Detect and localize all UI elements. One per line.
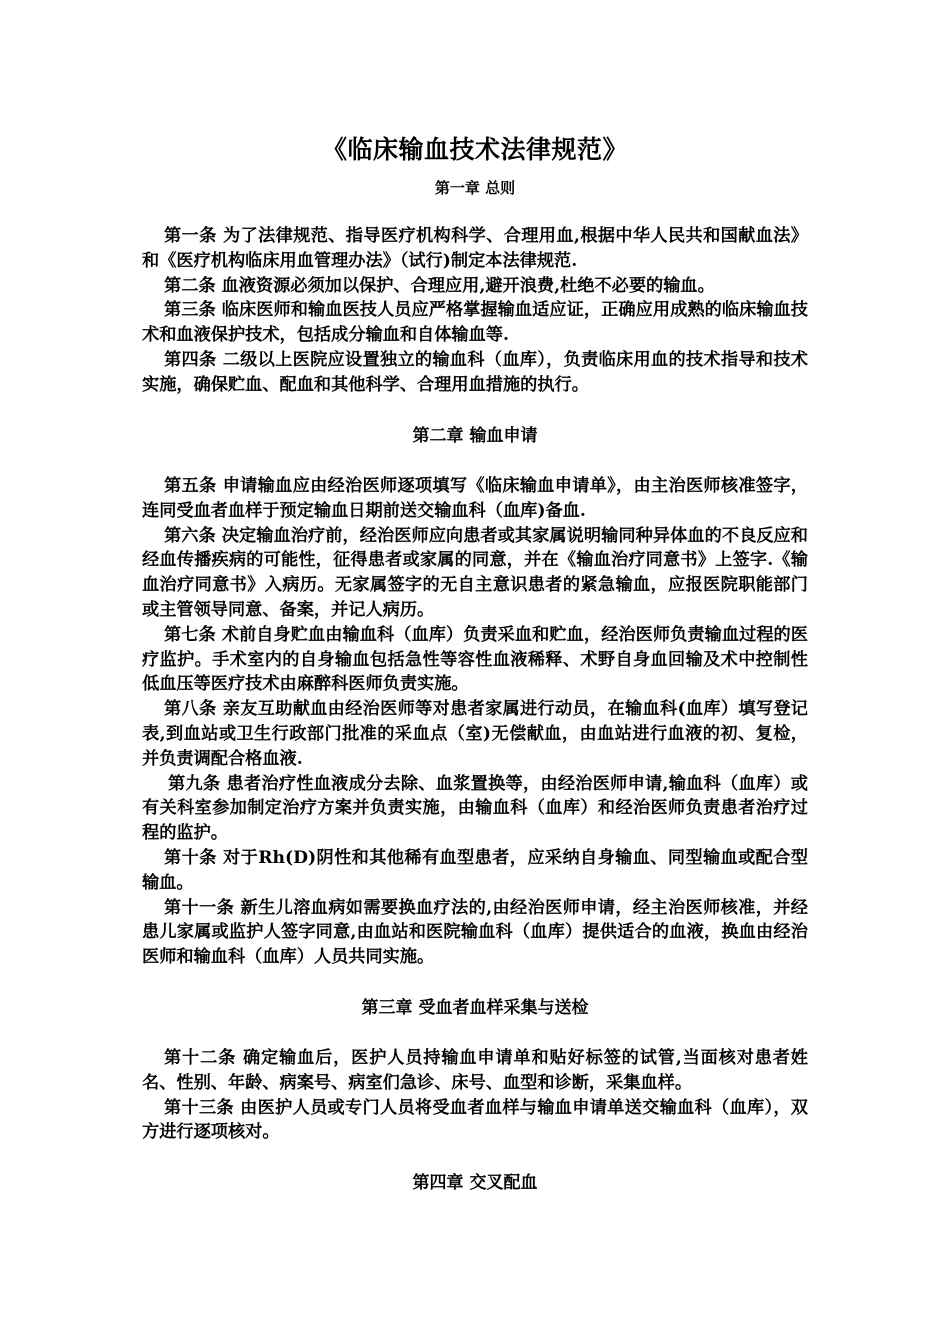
article-4: 第四条 二级以上医院应设置独立的输血科（血库），负责临床用血的技术指导和技术实施，确保贮血、配血和其他科学、合理用血措施的执行。 [142,349,808,395]
article-8: 第八条 亲友互助献血由经治医师等对患者家属进行动员，在输血科(血库）填写登记表,到血站或卫生行政部门批准的采血点（室)无偿献血，由血站进行血液的初、复检，并负责调配合格血液. [142,699,808,769]
article-12: 第十二条 确定输血后，医护人员持输血申请单和贴好标签的试管,当面核对患者姓名、性别、年龄、病案号、病室们急诊、床号、血型和诊断，采集血样。 [142,1048,808,1093]
chapter-1-body [142,224,808,398]
article-1: 第一条 为了法律规范、指导医疗机构科学、合理用血,根据中华人民共和国献血法》和《医疗机构临床用血管理办法》（试行)制定本法律规范. [142,226,808,271]
chapter-2-heading: 第二章 输血申请 [412,426,538,446]
chapter-2-body [142,474,808,970]
article-13: 第十三条 由医护人员或专门人员将受血者血样与输血申请单送交输血科（血库），双方进行逐项核对。 [142,1097,808,1143]
article-7: 第七条 术前自身贮血由输血科（血库）负责采血和贮血，经治医师负责输血过程的医疗监护。手术室内的自身输血包括急性等容性血液稀释、术野自身血回输及术中控制性低血压等医疗技术由麻醉科医师负责实施。 [142,624,808,695]
article-5: 第五条 申请输血应由经治医师逐项填写《临床输血申请单》，由主治医师核准签字，连同受血者血样于预定输血日期前送交输血科（血库)备血. [142,476,808,521]
chapter-1-heading: 第一章 总则 [434,179,516,197]
article-10: 第十条 对于Rh(D)阴性和其他稀有血型患者，应采纳自身输血、同型输血或配合型输血。 [142,847,808,893]
article-6: 第六条 决定输血治疗前，经治医师应向患者或其家属说明输同种异体血的不良反应和经血传播疾病的可能性，征得患者或家属的同意，并在《输血治疗同意书》上签字.《输血治疗同意书》入病历。无家属签字的无自主意识患者的紧急输血，应报医院职能部门或主管领导同意、备案，并记人病历。 [142,525,808,620]
document-title: 《临床输血技术法律规范》 [321,135,628,164]
chapter-3-heading: 第三章 受血者血样采集与送检 [361,998,589,1018]
article-9: 第九条 患者治疗性血液成分去除、血浆置换等，由经治医师申请,输血科（血库）或有关科室参加制定治疗方案并负责实施，由输血科（血库）和经治医师负责患者治疗过程的监护。 [142,773,808,844]
chapter-3-body [142,1046,808,1145]
article-3: 第三条 临床医师和输血医技人员应严格掌握输血适应证，正确应用成熟的临床输血技术和血液保护技术，包括成分输血和自体输血等. [142,300,808,346]
chapter-4-heading: 第四章 交叉配血 [412,1173,538,1193]
article-2: 第二条 血液资源必须加以保护、合理应用,避开浪费,杜绝不必要的输血。 [164,275,715,296]
article-11: 第十一条 新生儿溶血病如需要换血疗法的,由经治医师申请，经主治医师核准，并经患儿家属或监护人签字同意,由血站和医院输血科（血库）提供适合的血液，换血由经治医师和输血科（血库）人员共同实施。 [142,897,808,968]
